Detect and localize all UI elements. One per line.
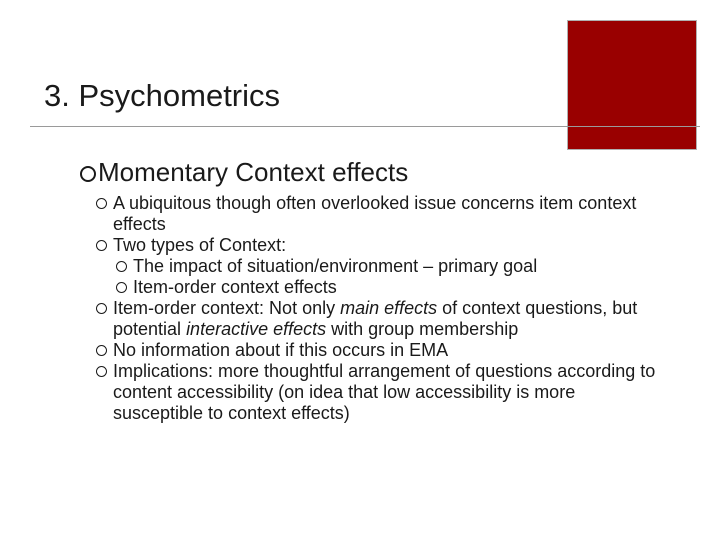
sub-bullet-item [96, 277, 666, 298]
emphasis-main-effects: main effects [340, 298, 438, 318]
sub-bullet-item [96, 256, 666, 277]
hollow-circle-bullet-icon [116, 282, 127, 293]
main-bullet-text: Momentary Context effects [98, 157, 409, 187]
bullet-item [96, 340, 666, 361]
bullet-text: Item-order context effects [133, 277, 337, 297]
hollow-circle-bullet-icon [116, 261, 127, 272]
hollow-circle-bullet-icon [96, 303, 107, 314]
bullet-text: Two types of Context: [113, 235, 287, 255]
bullet-text: The impact of situation/environment – primary goal [133, 256, 538, 276]
bullet-item [96, 193, 666, 235]
bullet-text: No information about if this occurs in EMA [113, 340, 449, 360]
hollow-circle-bullet-icon [96, 240, 107, 251]
accent-box [567, 20, 697, 150]
slide-title: 3. Psychometrics [44, 78, 281, 113]
bullet-text-part: with group membership [326, 319, 519, 339]
bullet-list [96, 193, 666, 424]
bullet-text: A ubiquitous though often overlooked issue concerns item context effects [113, 193, 637, 234]
hollow-circle-bullet-icon [96, 198, 107, 209]
bullet-item [96, 235, 666, 256]
title-divider [30, 126, 700, 127]
emphasis-interactive-effects: interactive effects [186, 319, 327, 339]
bullet-item [96, 361, 666, 424]
bullet-item [96, 298, 666, 340]
hollow-circle-bullet-icon [96, 345, 107, 356]
bullet-text: Implications: more thoughtful arrangement of questions according to content accessibility (on idea that low accessibility is more susceptible to context effects) [113, 361, 656, 423]
bullet-text-part: of context questions, but potential [113, 298, 638, 339]
hollow-circle-bullet-icon [96, 366, 107, 377]
bullet-text-part: Item-order context: Not only [113, 298, 341, 318]
hollow-circle-bullet-icon [80, 166, 96, 182]
main-bullet [80, 155, 408, 189]
